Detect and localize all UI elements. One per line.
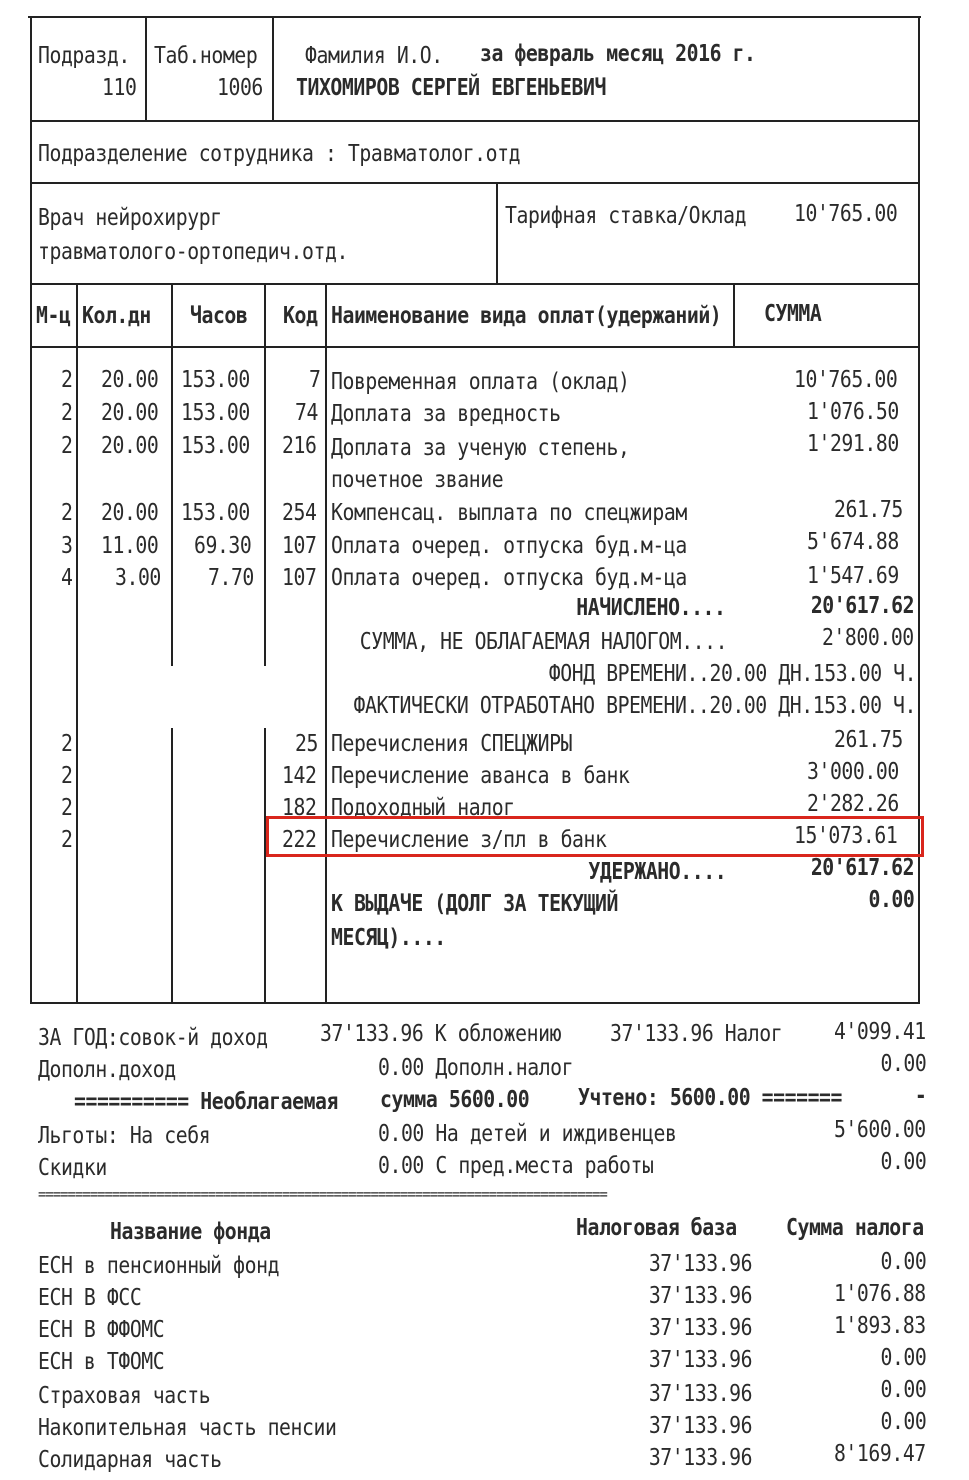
time-worked: ФАКТИЧЕСКИ ОТРАБОТАНО ВРЕМЕНИ..20.00 ДН.153.00 Ч. <box>353 693 916 719</box>
deduction-month: 2 <box>60 795 73 821</box>
accrual-name: Повременная оплата (оклад) <box>331 369 630 395</box>
divider-header <box>30 120 920 122</box>
fund-tax: 0.00 <box>880 1345 926 1371</box>
accrual-code: 74 <box>295 400 319 426</box>
payout-label-line2: МЕСЯЦ).... <box>331 925 446 951</box>
fund-tax: 8'169.47 <box>834 1441 926 1467</box>
year-tax-value: 4'099.41 <box>834 1019 926 1045</box>
col-header-code: Код <box>283 303 318 329</box>
funds-header-tax: Сумма налога <box>786 1215 924 1241</box>
col-header-hours: Часов <box>190 303 248 329</box>
accrued-value: 20'617.62 <box>810 593 914 619</box>
year-tax: 37'133.96 Налог <box>610 1021 783 1047</box>
accrual-days: 3.00 <box>114 565 161 591</box>
deduction-month: 2 <box>60 731 73 757</box>
accrual-code: 216 <box>281 433 317 459</box>
col-header-month: М-ц <box>36 303 71 329</box>
deduction-sum: 3'000.00 <box>807 759 900 785</box>
frame-bottom <box>30 1002 920 1004</box>
year-income-label: ЗА ГОД:совок-й доход <box>38 1025 268 1051</box>
deduction-sum: 2'282.26 <box>807 791 900 817</box>
fund-tax: 1'076.88 <box>834 1281 926 1307</box>
fund-base: 37'133.96 <box>648 1315 752 1341</box>
accrual-code: 107 <box>281 533 317 559</box>
benefits-value: 5'600.00 <box>834 1117 926 1143</box>
accrual-name: Доплата за ученую степень, <box>331 435 630 461</box>
discounts-value: 0.00 <box>880 1149 926 1175</box>
divider-position <box>30 283 920 285</box>
accrual-days: 20.00 <box>101 367 159 393</box>
extra-income-label: Дополн.доход <box>38 1057 176 1083</box>
deduction-name: Перечисление аванса в банк <box>331 763 630 789</box>
accrual-sum: 1'076.50 <box>807 399 900 425</box>
accrual-name: Оплата очеред. отпуска буд.м-ца <box>331 533 687 559</box>
frame-top <box>28 16 921 18</box>
counted-dash: - <box>914 1083 926 1109</box>
deduction-month: 2 <box>60 763 73 789</box>
col-header-sum: СУММА <box>764 301 822 327</box>
separator-text: ============================================================================= <box>38 1185 607 1202</box>
fund-name: Накопительная часть пенсии <box>38 1415 337 1441</box>
col-vline-2b <box>171 728 173 1003</box>
deduction-name: Перечисления СПЕЦЖИРЫ <box>331 731 573 757</box>
col-header-name: Наименование вида оплат(удержаний) <box>331 303 722 329</box>
col-vline-3 <box>264 283 266 666</box>
accrual-hours: 153.00 <box>180 433 250 459</box>
employee-name: ТИХОМИРОВ СЕРГЕЙ ЕВГЕНЬЕВИЧ <box>296 75 606 101</box>
deduction-code: 25 <box>295 731 319 757</box>
extra-tax: 0.00 Дополн.налог <box>378 1055 574 1081</box>
nontax-value: 2'800.00 <box>822 625 914 651</box>
discounts-label: Скидки <box>38 1155 107 1181</box>
accrual-days: 20.00 <box>101 500 159 526</box>
accrued-label: НАЧИСЛЕНО.... <box>576 595 726 621</box>
accrual-name-continued: почетное звание <box>331 467 504 493</box>
payout-label-line1: К ВЫДАЧЕ (ДОЛГ ЗА ТЕКУЩИЙ <box>331 891 618 917</box>
position-line2: травматолого-ортопедич.отд. <box>38 239 348 265</box>
accrual-name: Компенсац. выплата по спецжирам <box>331 500 687 526</box>
col-vline-1 <box>76 283 78 1003</box>
accrual-days: 20.00 <box>101 433 159 459</box>
rate-label: Тарифная ставка/Оклад <box>505 203 747 229</box>
department: Подразделение сотрудника : Травматолог.отд <box>38 141 521 167</box>
fund-name: Солидарная часть <box>38 1447 222 1473</box>
rate-value: 10'765.00 <box>793 201 898 227</box>
deduction-month: 2 <box>60 827 73 853</box>
deduction-code: 222 <box>281 827 317 853</box>
accrual-hours: 153.00 <box>180 500 250 526</box>
accrual-sum: 1'547.69 <box>807 563 900 589</box>
accrual-sum: 1'291.80 <box>807 431 900 457</box>
accrual-name: Оплата очеред. отпуска буд.м-ца <box>331 565 687 591</box>
separator-line <box>38 1184 926 1202</box>
fund-name: Страховая часть <box>38 1383 211 1409</box>
fio-label: Фамилия И.О. <box>305 43 443 69</box>
fund-tax: 0.00 <box>880 1249 926 1275</box>
extra-tax-value: 0.00 <box>880 1051 926 1077</box>
col-vline-2 <box>171 283 173 666</box>
accrual-month: 2 <box>60 367 73 393</box>
subdivision-label: Подразд. <box>38 43 130 69</box>
accrual-sum: 261.75 <box>833 497 903 523</box>
discounts-prev-job: 0.00 С пред.места работы <box>378 1153 654 1179</box>
fund-tax: 0.00 <box>880 1377 926 1403</box>
fund-name: ЕСН В ФФОМС <box>38 1317 165 1343</box>
fund-base: 37'133.96 <box>648 1381 752 1407</box>
accrual-month: 2 <box>60 400 73 426</box>
accrual-month: 4 <box>60 565 73 591</box>
accrual-code: 7 <box>308 367 321 393</box>
col-header-days: Кол.дн <box>82 303 151 329</box>
highlight-box <box>266 816 924 857</box>
fund-tax: 0.00 <box>880 1409 926 1435</box>
time-fund: ФОНД ВРЕМЕНИ..20.00 ДН.153.00 Ч. <box>548 661 916 687</box>
fund-tax: 1'893.83 <box>834 1313 926 1339</box>
header-vline-1 <box>145 16 147 120</box>
accrual-month: 2 <box>60 433 73 459</box>
accrual-code: 107 <box>281 565 317 591</box>
fund-base: 37'133.96 <box>648 1347 752 1373</box>
funds-header-base: Налоговая база <box>576 1215 737 1241</box>
deduction-sum: 261.75 <box>833 727 903 753</box>
accrual-month: 2 <box>60 500 73 526</box>
accrual-code: 254 <box>281 500 317 526</box>
nontaxable-sum: сумма 5600.00 <box>380 1087 530 1113</box>
position-line1: Врач нейрохирург <box>38 205 222 231</box>
accrual-month: 3 <box>60 533 73 559</box>
nontax-label: СУММА, НЕ ОБЛАГАЕМАЯ НАЛОГОМ.... <box>359 629 728 655</box>
benefits-children: 0.00 На детей и иждивенцев <box>378 1121 677 1147</box>
accrual-name: Доплата за вредность <box>331 401 561 427</box>
deduction-name: Подоходный налог <box>331 795 515 821</box>
deduction-sum: 15'073.61 <box>793 823 898 849</box>
withheld-value: 20'617.62 <box>810 855 914 881</box>
payout-value: 0.00 <box>868 887 914 913</box>
accrual-hours: 7.70 <box>207 565 254 591</box>
deduction-code: 142 <box>281 763 317 789</box>
deduction-name: Перечисление з/пл в банк <box>331 827 607 853</box>
fund-base: 37'133.96 <box>648 1445 752 1471</box>
accrual-hours: 69.30 <box>194 533 252 559</box>
benefits-label: Льготы: На себя <box>38 1123 211 1149</box>
deduction-code: 182 <box>281 795 317 821</box>
year-taxable: 37'133.96 К обложению <box>320 1021 562 1047</box>
frame-left <box>30 16 32 1004</box>
counted-sum: Учтено: 5600.00 ======= <box>578 1085 843 1111</box>
fund-base: 37'133.96 <box>648 1413 752 1439</box>
divider-department <box>30 182 920 184</box>
accrual-sum: 5'674.88 <box>807 529 900 555</box>
accrual-hours: 153.00 <box>180 400 250 426</box>
nontaxable-banner: ========== Необлагаемая <box>74 1089 339 1115</box>
divider-table-head <box>30 346 920 348</box>
fund-name: ЕСН в ТФОМС <box>38 1349 165 1375</box>
accrual-days: 20.00 <box>101 400 159 426</box>
withheld-label: УДЕРЖАНО.... <box>588 859 726 885</box>
position-vline <box>496 182 498 283</box>
col-vline-3b <box>264 728 266 1003</box>
accrual-days: 11.00 <box>101 533 159 559</box>
funds-header-name: Название фонда <box>110 1219 271 1245</box>
fund-name: ЕСН В ФСС <box>38 1285 142 1311</box>
accrual-sum: 10'765.00 <box>793 367 898 393</box>
fund-name: ЕСН в пенсионный фонд <box>38 1253 280 1279</box>
fund-base: 37'133.96 <box>648 1251 752 1277</box>
tab-number-value: 1006 <box>216 75 263 101</box>
pay-period: за февраль месяц 2016 г. <box>480 41 756 67</box>
subdivision-value: 110 <box>101 75 137 101</box>
fund-base: 37'133.96 <box>648 1283 752 1309</box>
tab-number-label: Таб.номер <box>154 43 258 69</box>
accrual-hours: 153.00 <box>180 367 250 393</box>
